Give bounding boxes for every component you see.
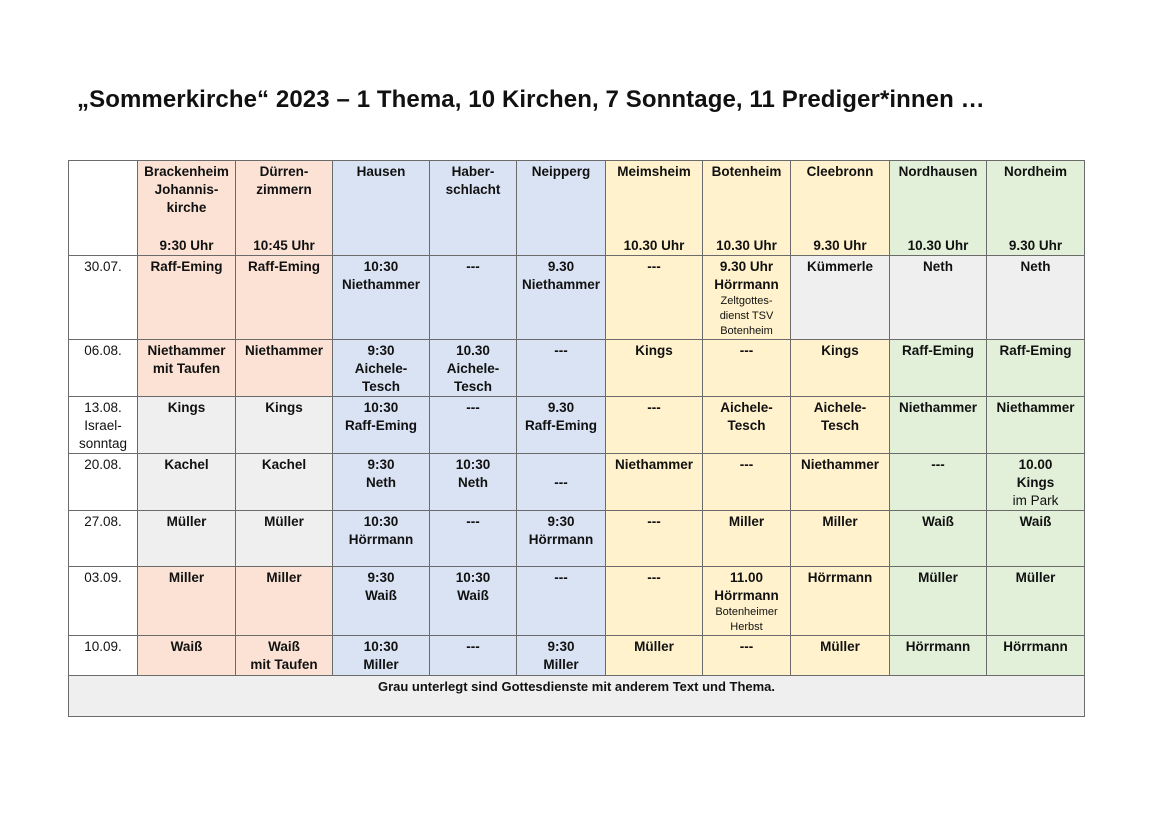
preacher: Kümmerle [806, 259, 874, 274]
schedule-cell [138, 567, 236, 636]
preacher: Kings [821, 343, 859, 358]
preacher: Miller [266, 570, 302, 585]
preacher: 9:30 Miller [543, 639, 579, 672]
schedule-cell [333, 256, 430, 340]
schedule-cell [236, 567, 333, 636]
schedule-cell [138, 454, 236, 511]
table-row [69, 454, 1085, 511]
preacher: Aichele- Tesch [813, 400, 867, 433]
schedule-cell [606, 567, 703, 636]
schedule-cell [703, 567, 791, 636]
preacher: Hörrmann [905, 639, 971, 654]
preacher: Miller [822, 514, 858, 529]
service-time: 9.30 Uhr [1008, 238, 1063, 253]
column-header [236, 161, 333, 256]
schedule-cell [517, 454, 606, 511]
schedule-cell [606, 511, 703, 567]
preacher: Neth [923, 259, 953, 274]
preacher: Aichele- Tesch [720, 400, 773, 433]
schedule-cell [703, 511, 791, 567]
preacher: Müller [918, 570, 958, 585]
church-name: Neipperg [531, 164, 591, 179]
preacher: 9:30 Waiß [365, 570, 397, 603]
preacher: Kings [265, 400, 303, 415]
preacher: Müller [1015, 570, 1056, 585]
schedule-cell [791, 636, 890, 676]
schedule-cell [333, 397, 430, 454]
schedule-cell [333, 454, 430, 511]
schedule-cell [890, 397, 987, 454]
footer-note: Grau unterlegt sind Gottesdienste mit anderem Text und Thema. [69, 676, 1085, 717]
preacher: Raff-Eming [999, 343, 1072, 358]
schedule-cell [430, 256, 517, 340]
schedule-cell [236, 340, 333, 397]
preacher: 10:30 Miller [363, 639, 399, 672]
schedule-cell [987, 340, 1085, 397]
date-cell: 03.09. [69, 567, 138, 636]
church-name: Botenheim [711, 164, 782, 179]
column-header [606, 161, 703, 256]
schedule-cell [236, 636, 333, 676]
schedule-cell [703, 256, 791, 340]
schedule-cell [890, 511, 987, 567]
schedule-cell [606, 397, 703, 454]
schedule-cell [606, 340, 703, 397]
table-row [69, 511, 1085, 567]
schedule-cell [791, 340, 890, 397]
preacher: --- [466, 259, 480, 274]
schedule-cell [791, 511, 890, 567]
preacher: 9:30 Hörrmann [528, 514, 594, 547]
column-header [703, 161, 791, 256]
schedule-cell [236, 397, 333, 454]
date-cell: 27.08. [69, 511, 138, 567]
preacher: 9.30 Uhr Hörrmann [714, 259, 779, 292]
church-name: Meimsheim [617, 164, 691, 179]
schedule-cell [987, 454, 1085, 511]
church-name: Nordheim [1003, 164, 1067, 179]
schedule-cell [517, 636, 606, 676]
schedule-cell [606, 256, 703, 340]
service-time: 10:45 Uhr [253, 238, 315, 253]
column-header [517, 161, 606, 256]
preacher: Hörrmann [807, 570, 873, 585]
preacher: Müller [634, 639, 674, 654]
preacher: Waiß mit Taufen [250, 639, 318, 672]
schedule-cell [890, 567, 987, 636]
preacher: --- [739, 457, 754, 472]
table-row [69, 397, 1085, 454]
schedule-cell [430, 636, 517, 676]
service-time: 10.30 Uhr [716, 238, 777, 253]
date-cell: 06.08. [69, 340, 138, 397]
preacher: 10.00 Kings [1016, 457, 1055, 490]
schedule-cell [138, 256, 236, 340]
schedule-cell [430, 454, 517, 511]
church-name: Cleebronn [806, 164, 874, 179]
schedule-cell [333, 511, 430, 567]
preacher: Müller [264, 514, 304, 529]
schedule-cell [430, 567, 517, 636]
preacher: 10:30 Waiß [455, 570, 491, 603]
schedule-cell [703, 397, 791, 454]
preacher: --- [647, 570, 661, 585]
preacher: 10:30 Niethammer [341, 259, 421, 292]
preacher: 11.00 Hörrmann [714, 570, 779, 603]
schedule-cell [517, 256, 606, 340]
preacher: 10:30 Neth [455, 457, 491, 490]
church-name: Brackenheim Johannis- kirche [144, 164, 229, 215]
preacher: --- [466, 400, 480, 415]
service-time: 9.30 Uhr [813, 238, 867, 253]
preacher: Kachel [164, 457, 209, 472]
schedule-cell [517, 511, 606, 567]
preacher: Müller [166, 514, 207, 529]
column-header [138, 161, 236, 256]
preacher: Kings [167, 400, 206, 415]
column-header [890, 161, 987, 256]
preacher: --- [739, 343, 754, 358]
schedule-cell [236, 256, 333, 340]
preacher: 9.30 Raff-Eming [525, 400, 597, 433]
schedule-cell [138, 511, 236, 567]
table-row [69, 340, 1085, 397]
corner-cell [69, 161, 138, 256]
schedule-cell [430, 397, 517, 454]
service-time: 9:30 Uhr [159, 238, 214, 253]
schedule-cell [890, 454, 987, 511]
schedule-cell [606, 636, 703, 676]
schedule-cell [703, 340, 791, 397]
schedule-cell [791, 454, 890, 511]
service-note: Zeltgottes- dienst TSV Botenheim [719, 295, 774, 337]
schedule-cell [791, 397, 890, 454]
schedule-cell [987, 397, 1085, 454]
schedule-cell [517, 340, 606, 397]
schedule-cell [138, 340, 236, 397]
schedule-cell [987, 636, 1085, 676]
preacher: 10.30 Aichele- Tesch [446, 343, 500, 394]
preacher: Waiß [922, 514, 954, 529]
preacher: Neth [1020, 259, 1051, 274]
preacher: Niethammer [614, 457, 694, 472]
preacher: --- [739, 639, 754, 654]
preacher: --- [554, 343, 568, 358]
preacher: --- [647, 259, 661, 274]
preacher: --- [466, 514, 480, 529]
preacher: --- [554, 475, 568, 490]
table-row [69, 256, 1085, 340]
schedule-cell [987, 511, 1085, 567]
header-row [69, 161, 1085, 256]
preacher: Niethammer [996, 400, 1075, 415]
schedule-cell [333, 567, 430, 636]
service-time: 10.30 Uhr [907, 238, 969, 253]
schedule-cell [138, 397, 236, 454]
column-header [333, 161, 430, 256]
preacher: Raff-Eming [150, 259, 223, 274]
schedule-cell [987, 256, 1085, 340]
schedule-cell [791, 567, 890, 636]
preacher: --- [647, 400, 661, 415]
preacher: 10:30 Hörrmann [348, 514, 414, 547]
church-name: Dürren- zimmern [256, 164, 312, 197]
column-header [987, 161, 1085, 256]
schedule-cell [890, 256, 987, 340]
preacher: Niethammer mit Taufen [147, 343, 226, 376]
preacher: Müller [820, 639, 860, 654]
schedule-cell [890, 636, 987, 676]
column-header [791, 161, 890, 256]
date-cell: 10.09. [69, 636, 138, 676]
schedule-cell [517, 397, 606, 454]
schedule-cell [987, 567, 1085, 636]
table-row [69, 636, 1085, 676]
church-name: Hausen [356, 164, 406, 179]
preacher: Miller [168, 570, 205, 585]
date-cell: 30.07. [69, 256, 138, 340]
schedule-table [68, 160, 1085, 717]
schedule-cell [333, 340, 430, 397]
preacher: 9:30 Neth [366, 457, 396, 490]
preacher: Waiß [170, 639, 203, 654]
schedule-cell [138, 636, 236, 676]
preacher: Kachel [261, 457, 307, 472]
date-cell: 13.08. Israel- sonntag [69, 397, 138, 454]
preacher: Raff-Eming [902, 343, 974, 358]
church-name: Haber- schlacht [445, 164, 501, 197]
preacher: Kings [635, 343, 673, 358]
schedule-cell [430, 340, 517, 397]
page-title: „Sommerkirche“ 2023 – 1 Thema, 10 Kirchen, 7 Sonntage, 11 Prediger*innen … [77, 86, 985, 113]
column-header [430, 161, 517, 256]
preacher: 9.30 Niethammer [521, 259, 601, 292]
preacher: Niethammer [800, 457, 880, 472]
service-time: 10.30 Uhr [623, 238, 685, 253]
schedule-cell [606, 454, 703, 511]
schedule-cell [890, 340, 987, 397]
preacher: Niethammer [244, 343, 324, 358]
preacher: --- [466, 639, 480, 654]
church-name: Nordhausen [898, 164, 978, 179]
preacher: --- [647, 514, 661, 529]
schedule-cell [333, 636, 430, 676]
preacher: Hörrmann [1003, 639, 1068, 654]
preacher: --- [931, 457, 945, 472]
table-row [69, 567, 1085, 636]
date-cell: 20.08. [69, 454, 138, 511]
schedule-cell [236, 454, 333, 511]
schedule-cell [703, 636, 791, 676]
preacher: Miller [728, 514, 765, 529]
preacher: Raff-Eming [248, 259, 320, 274]
preacher: Waiß [1019, 514, 1052, 529]
schedule-cell [791, 256, 890, 340]
schedule-cell [430, 511, 517, 567]
schedule-cell [236, 511, 333, 567]
schedule-cell [517, 567, 606, 636]
preacher: --- [554, 570, 568, 585]
service-note: Botenheimer Herbst [715, 606, 778, 633]
footer-row [69, 676, 1085, 717]
preacher: 9:30 Aichele- Tesch [354, 343, 408, 394]
service-note: im Park [1012, 493, 1059, 508]
schedule-cell [703, 454, 791, 511]
preacher: Niethammer [898, 400, 978, 415]
preacher: 10:30 Raff-Eming [345, 400, 417, 433]
